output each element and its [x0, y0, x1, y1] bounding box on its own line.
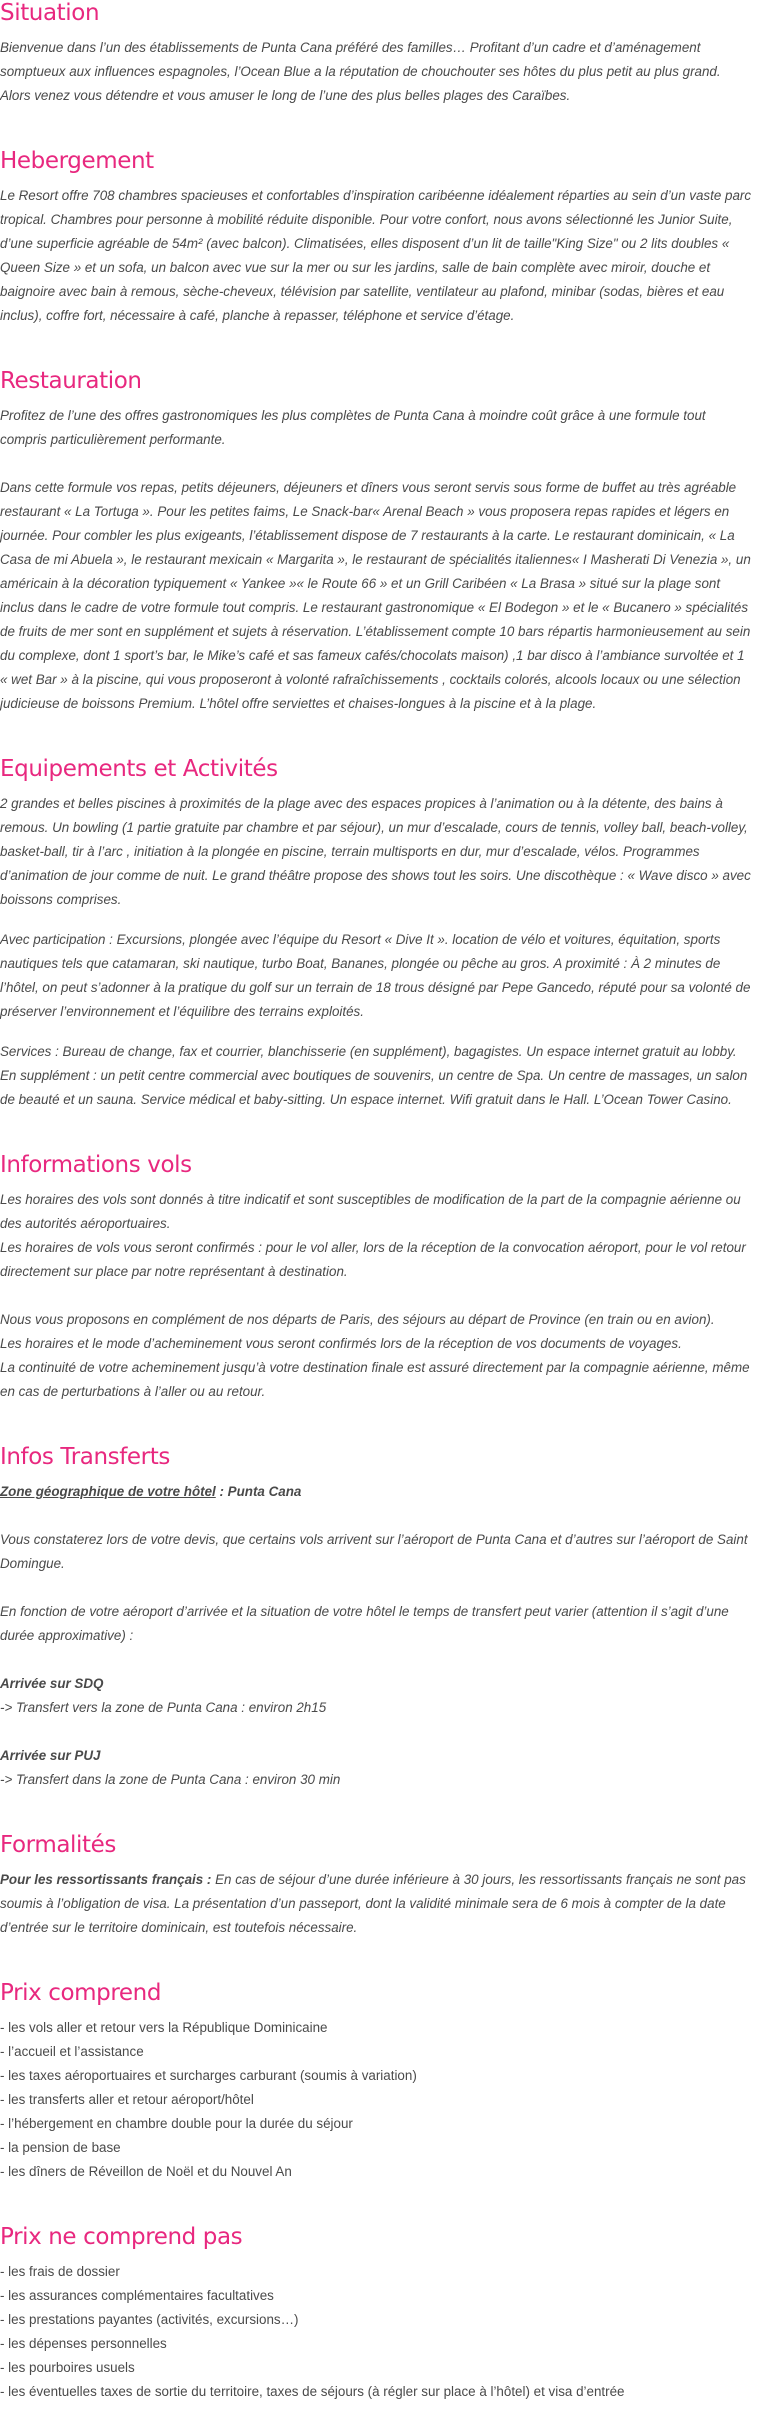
- list-item: - les prestations payantes (activités, excursions…): [0, 2312, 299, 2327]
- vols-p2: Les horaires de vols vous seront confirmés : pour le vol aller, lors de la réception de la convocation aéroport, pour le vol retour directement sur place par notre représentant à destination.: [0, 1240, 746, 1279]
- list-item: - les vols aller et retour vers la République Dominicaine: [0, 2020, 328, 2035]
- list-item: - les éventuelles taxes de sortie du territoire, taxes de séjours (à régler sur place à l’hôtel) et visa d’entrée: [0, 2384, 625, 2399]
- list-item: - l’accueil et l’assistance: [0, 2044, 144, 2059]
- restauration-details: Dans cette formule vos repas, petits déjeuners, déjeuners et dîners vous seront servis sous forme de buffet au très agréable restaurant « La Tortuga ». Pour les petites faims, Le Snack-bar« Arenal Beach » vous proposera repas rapides et légers en journée. Pour combler les plus exigeants, l’établissement dispose de 7 restaurants à la carte. Le restaurant dominicain, « La Casa de mi Abuela », le restaurant mexicain « Margarita », le restaurant de spécialités italiennes« I Masherati Di Venezia », un américain à la décoration typiquement « Yankee »« le Route 66 » et un Grill Caribéen « La Brasa » situé sur la plage sont inclus dans le cadre de votre formule tout compris. Le restaurant gastronomique « El Bodegon » et le « Bucanero » spécialités de fruits de mer sont en supplément et sujets à réservation. L’établissement compte 10 bars répartis harmonieusement au sein du complexe, dont 1 sport’s bar, le Mike’s café et sas fameux cafés/chocolats maison) ,1 bar disco à l’ambiance survoltée et 1 « wet Bar » à la piscine, qui vous proposeront à volonté rafraîchissements , cocktails colorés, alcools locaux ou une sélection judicieuse de boissons Premium. L’hôtel offre serviettes et chaises-longues à la piscine et à la plage.: [0, 480, 751, 711]
- prix-comprend-title: Prix comprend: [0, 1980, 162, 2006]
- puj-label: Arrivée sur PUJ: [0, 1748, 101, 1763]
- formalites-body: En cas de séjour d’une durée inférieure à 30 jours, les ressortissants français ne sont pas soumis à l’obligation de visa. La présentation d’un passeport, dont la validité minimale sera de 6 mois à compter de la date d’entrée sur le territoire dominicain, est toutefois nécessaire.: [0, 1872, 746, 1935]
- prix-comprend-list: [0, 2016, 754, 2184]
- hebergement-title: Hebergement: [0, 148, 154, 174]
- restauration-title: Restauration: [0, 368, 142, 394]
- prix-ne-comprend-list: [0, 2260, 754, 2404]
- equipements-services: Services : Bureau de change, fax et courrier, blanchisserie (en supplément), bagagistes. Un espace internet gratuit au lobby. En supplément : un petit centre commercial avec boutiques de souvenirs, un centre de Spa. Un centre de massages, un salon de beauté et un sauna. Service médical et baby-sitting. Un espace internet. Wifi gratuit dans le Hall. L’Ocean Tower Casino.: [0, 1044, 748, 1107]
- sdq-label: Arrivée sur SDQ: [0, 1676, 104, 1691]
- equipements-participation: Avec participation : Excursions, plongée avec l’équipe du Resort « Dive It ». location de vélo et voitures, équitation, sports nautiques tels que catamaran, ski nautique, turbo Boat, Bananes, plongée ou pêche au gros. A proximité : À 2 minutes de l’hôtel, on peut s’adonner à la pratique du golf sur un terrain de 18 trous désigné par Pepe Gancedo, réputé pour sa volonté de préserver l’environnement et l’équilibre des terrains exploités.: [0, 932, 751, 1019]
- formalites-title: Formalités: [0, 1832, 116, 1858]
- list-item: - les transferts aller et retour aéroport/hôtel: [0, 2092, 254, 2107]
- vols-p4: Les horaires et le mode d’acheminement vous seront confirmés lors de la réception de vos documents de voyages.: [0, 1336, 682, 1351]
- zone-value: : Punta Cana: [215, 1484, 302, 1499]
- equipements-title: Equipements et Activités: [0, 756, 278, 782]
- situation-text: Bienvenue dans l’un des établissements de Punta Cana préféré des familles… Profitant d’un cadre et d’aménagement somptueux aux influences espagnoles, l’Ocean Blue a la réputation de chouchouter ses hôtes du plus petit au plus grand. Alors venez vous détendre et vous amuser le long de l’une des plus belles plages des Caraïbes.: [0, 40, 721, 103]
- list-item: - la pension de base: [0, 2140, 121, 2155]
- list-item: - les assurances complémentaires facultatives: [0, 2288, 274, 2303]
- list-item: - l’hébergement en chambre double pour la durée du séjour: [0, 2116, 353, 2131]
- vols-p1: Les horaires des vols sont donnés à titre indicatif et sont susceptibles de modification de la part de la compagnie aérienne ou des autorités aéroportuaires.: [0, 1192, 741, 1231]
- situation-title: Situation: [0, 0, 100, 26]
- zone-label: Zone géographique de votre hôtel: [0, 1484, 216, 1499]
- list-item: - les pourboires usuels: [0, 2360, 135, 2375]
- transferts-p2: En fonction de votre aéroport d’arrivée et la situation de votre hôtel le temps de transfert peut varier (attention il s’agit d’une durée approximative) :: [0, 1604, 729, 1643]
- list-item: - les frais de dossier: [0, 2264, 120, 2279]
- restauration-intro: Profitez de l’une des offres gastronomiques les plus complètes de Punta Cana à moindre coût grâce à une formule tout compris particulièrement performante.: [0, 408, 706, 447]
- vols-p5: La continuité de votre acheminement jusqu’à votre destination finale est assuré directement par la compagnie aérienne, même en cas de perturbations à l’aller ou au retour.: [0, 1360, 750, 1399]
- formalites-text: [0, 1868, 754, 1940]
- list-item: - les taxes aéroportuaires et surcharges carburant (soumis à variation): [0, 2068, 417, 2083]
- list-item: - les dépenses personnelles: [0, 2336, 167, 2351]
- vols-p3: Nous vous proposons en complément de nos départs de Paris, des séjours au départ de Province (en train ou en avion).: [0, 1312, 715, 1327]
- transferts-zone: [0, 1480, 754, 1504]
- prix-ne-comprend-title: Prix ne comprend pas: [0, 2224, 243, 2250]
- vols-title: Informations vols: [0, 1152, 192, 1178]
- transferts-title: Infos Transferts: [0, 1444, 170, 1470]
- sdq-text: -> Transfert vers la zone de Punta Cana : environ 2h15: [0, 1700, 327, 1715]
- hebergement-text: Le Resort offre 708 chambres spacieuses et confortables d’inspiration caribéenne idéalement réparties au sein d’un vaste parc tropical. Chambres pour personne à mobilité réduite disponible. Pour votre confort, nous avons sélectionné les Junior Suite, d’une superficie agréable de 54m² (avec balcon). Climatisées, elles disposent d’un lit de taille"King Size" ou 2 lits doubles « Queen Size » et un sofa, un balcon avec vue sur la mer ou sur les jardins, salle de bain complète avec miroir, douche et baignoire avec bain à remous, sèche-cheveux, télévision par satellite, ventilateur au plafond, minibar (sodas, bières et eau inclus), coffre fort, nécessaire à café, planche à repasser, téléphone et service d’étage.: [0, 188, 752, 323]
- formalites-bold: Pour les ressortissants français :: [0, 1872, 212, 1887]
- transferts-p1: Vous constaterez lors de votre devis, que certains vols arrivent sur l’aéroport de Punta Cana et d’autres sur l’aéroport de Saint Domingue.: [0, 1532, 748, 1571]
- equipements-pools: 2 grandes et belles piscines à proximités de la plage avec des espaces propices à l’animation ou à la détente, des bains à remous. Un bowling (1 partie gratuite par chambre et par séjour), un mur d’escalade, cours de tennis, volley ball, beach-volley, basket-ball, tir à l’arc , initiation à la plongée en piscine, terrain multisports en dur, mur d’escalade, vélos. Programmes d’animation de jour comme de nuit. Le grand théâtre propose des shows tout les soirs. Une discothèque : « Wave disco » avec boissons comprises.: [0, 796, 751, 907]
- list-item: - les dîners de Réveillon de Noël et du Nouvel An: [0, 2164, 292, 2179]
- puj-text: -> Transfert dans la zone de Punta Cana : environ 30 min: [0, 1772, 341, 1787]
